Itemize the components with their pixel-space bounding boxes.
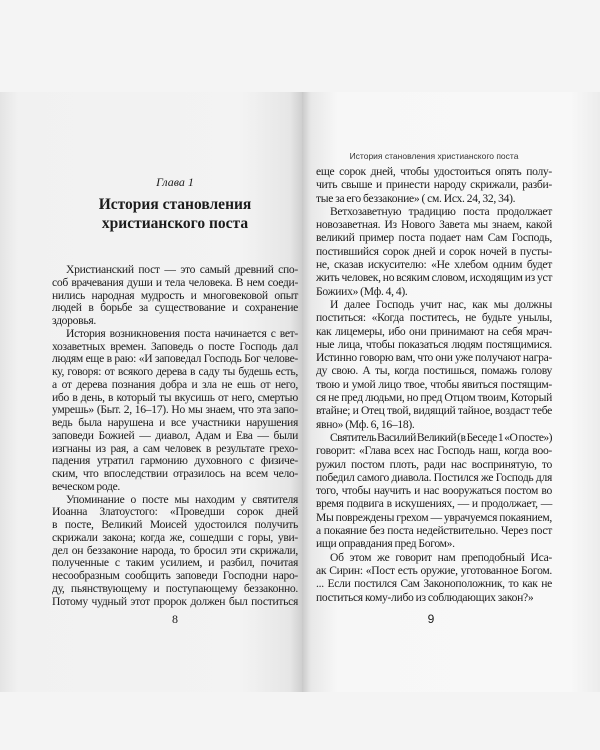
right-page-body: [316, 165, 552, 604]
text-line: ружил постом плоть, ради нас воспринятую, то: [316, 457, 552, 471]
text-line: чить свыше и принести народу скрижали, разби-: [316, 178, 552, 192]
text-line: постившийся сорок дней и сорок ночей в пусты-: [316, 244, 552, 258]
paragraph: [316, 165, 552, 205]
right-page: [302, 92, 600, 692]
text-line: И далее Господь учит нас, как мы должны: [330, 297, 552, 311]
text-line: людям еще в раю: «И заповедал Господь Бог челове-: [52, 352, 298, 366]
text-line: История возникновения поста начинается с вет-: [66, 326, 298, 340]
text-line: ищи оправдания пред Богом».: [316, 537, 455, 551]
chapter-title-line: История становления: [98, 196, 252, 213]
text-line: Об этом же говорит нам преподобный Иса-: [330, 550, 552, 564]
paragraph: [52, 494, 298, 609]
chapter-label: Глава 1: [156, 175, 194, 189]
text-line: тые за его беззаконие» ( см. Исх. 24, 32, 34).: [316, 191, 516, 205]
text-line: падения утратил гармонию духовного с физиче-: [52, 454, 298, 468]
text-line: ные лица, чтобы показаться людям постящимися.: [316, 337, 552, 351]
text-line: как лицемеры, ибо они принимают на себя мрач-: [316, 324, 552, 338]
text-line: Божиих» (Мф. 4, 4).: [316, 284, 408, 298]
text-line: ... Если постился Сам Законоположник, то как не: [316, 577, 552, 591]
text-line: жить человек, но всяким словом, исходящим из уст: [316, 271, 553, 285]
text-line: соб врачевания души и тела человека. В нем соеди-: [52, 275, 298, 289]
paragraph: [316, 205, 552, 298]
text-line: ведь была нарушена и все участники нарушения: [52, 416, 298, 429]
text-line: заповеди Божией — диавол, Адам и Ева — были: [52, 428, 298, 442]
text-line: а от дерева познания добра и зла не ешь от него,: [52, 377, 298, 391]
text-line: здоровья.: [52, 314, 96, 327]
text-line: время подвига в искушениях, — и продолжает, —: [316, 497, 552, 511]
text-line: твою и умой лицо твое, чтобы явиться постящим-: [316, 377, 552, 391]
paragraph: [316, 298, 552, 431]
text-line: изгнаны из рая, а сам человек в результате грехо-: [52, 441, 298, 455]
text-line: ибо в день, в который ты вкусишь от него, смертью: [52, 390, 298, 404]
text-line: ак Сирин: «Пост есть оружие, уготованное Богом.: [316, 563, 552, 577]
running-head: История становления христианского поста: [349, 151, 519, 161]
page-number: 8: [172, 612, 178, 626]
text-line: того, чтобы научить и нас вооружаться постом во: [316, 484, 552, 498]
text-line: Истинно говорю вам, что они уже получают награ-: [316, 351, 552, 365]
text-line: а покаяние без поста недействительно. Через пост: [316, 524, 552, 538]
text-line: нились народная мудрость и многовековой опыт: [52, 288, 298, 302]
text-line: поститься кому-либо из соблюдающих закон?»: [316, 590, 534, 604]
text-line: несообразным сообщить заповеди Господни наро-: [52, 569, 298, 582]
text-line: веческом роде.: [52, 479, 121, 493]
text-line: ку, говоря: от всякого дерева в саду ты будешь есть,: [52, 365, 298, 378]
paragraph: [316, 431, 552, 551]
text-line: ду свою. А ты, когда постишься, помажь голову: [316, 364, 552, 378]
text-line: втайне; и Отец твой, видящий тайное, воздаст тебе: [316, 404, 552, 418]
left-page-body: [52, 264, 298, 608]
text-line: явно» (Мф. 6, 16–18).: [316, 417, 415, 431]
text-line: умрешь» (Быт. 2, 16–17). Но мы знаем, что эта запо-: [52, 403, 298, 417]
text-line: новозаветная. Из Нового Завета мы знаем, какой: [316, 218, 552, 232]
text-line: великий пример поста подает нам Сам Господь,: [316, 231, 552, 245]
text-line: ся не пред людьми, но пред Отцом твоим, Который: [316, 391, 552, 405]
text-line: не, сказав искусителю: «Не хлебом одним будет: [316, 258, 552, 272]
text-line: победил самого диавола. Постился же Господь для: [316, 470, 552, 484]
text-line: Христианский пост — это самый древний спо-: [66, 263, 298, 276]
paragraph: [316, 551, 552, 604]
text-line: Иоанна Златоустого: «Проведши сорок дней: [52, 505, 298, 519]
text-line: Мы повреждены грехом — уврачуемся покаянием,: [316, 510, 552, 524]
text-line: говорит: «Глава всех нас Господь наш, когда воо-: [316, 444, 552, 458]
text-line: Потому чудный этот пророк должен был поститься: [52, 594, 298, 608]
text-line: поститься: «Когда поститесь, не будьте унылы,: [316, 311, 552, 325]
text-line: дел он беззаконие народа, то бросил эти скрижали,: [52, 543, 298, 557]
text-line: в посте, Великий Моисей удостоился получить: [52, 518, 298, 531]
text-line: Упоминание о посте мы находим у святителя: [66, 492, 298, 506]
chapter-title-line: христианского поста: [101, 215, 249, 232]
text-line: Святитель Василий Великий (в Беседе 1 «О посте»): [330, 430, 552, 444]
text-line: полученные с таким усилием, и разбил, почитая: [52, 556, 298, 570]
text-line: людей в борьбе за существование и сохранение: [52, 301, 298, 315]
text-line: Ветхозаветную традицию поста продолжает: [330, 204, 552, 218]
left-page: [0, 92, 302, 692]
paragraph: [52, 328, 298, 494]
text-line: еще сорок дней, чтобы удостоиться опять полу-: [316, 165, 552, 178]
paragraph: [52, 264, 298, 328]
page-number: 9: [427, 612, 435, 626]
text-line: ским, что впоследствии отразилось на всем чело-: [52, 467, 298, 480]
chapter-title: [52, 195, 298, 233]
open-book: [0, 92, 600, 692]
text-line: скрижали закона; когда же, сошедши с горы, уви-: [52, 530, 298, 544]
text-line: ду, пьянствующему и поступающему беззаконно.: [52, 581, 298, 595]
text-line: хозаветных времен. Заповедь о посте Господь дал: [52, 339, 298, 353]
